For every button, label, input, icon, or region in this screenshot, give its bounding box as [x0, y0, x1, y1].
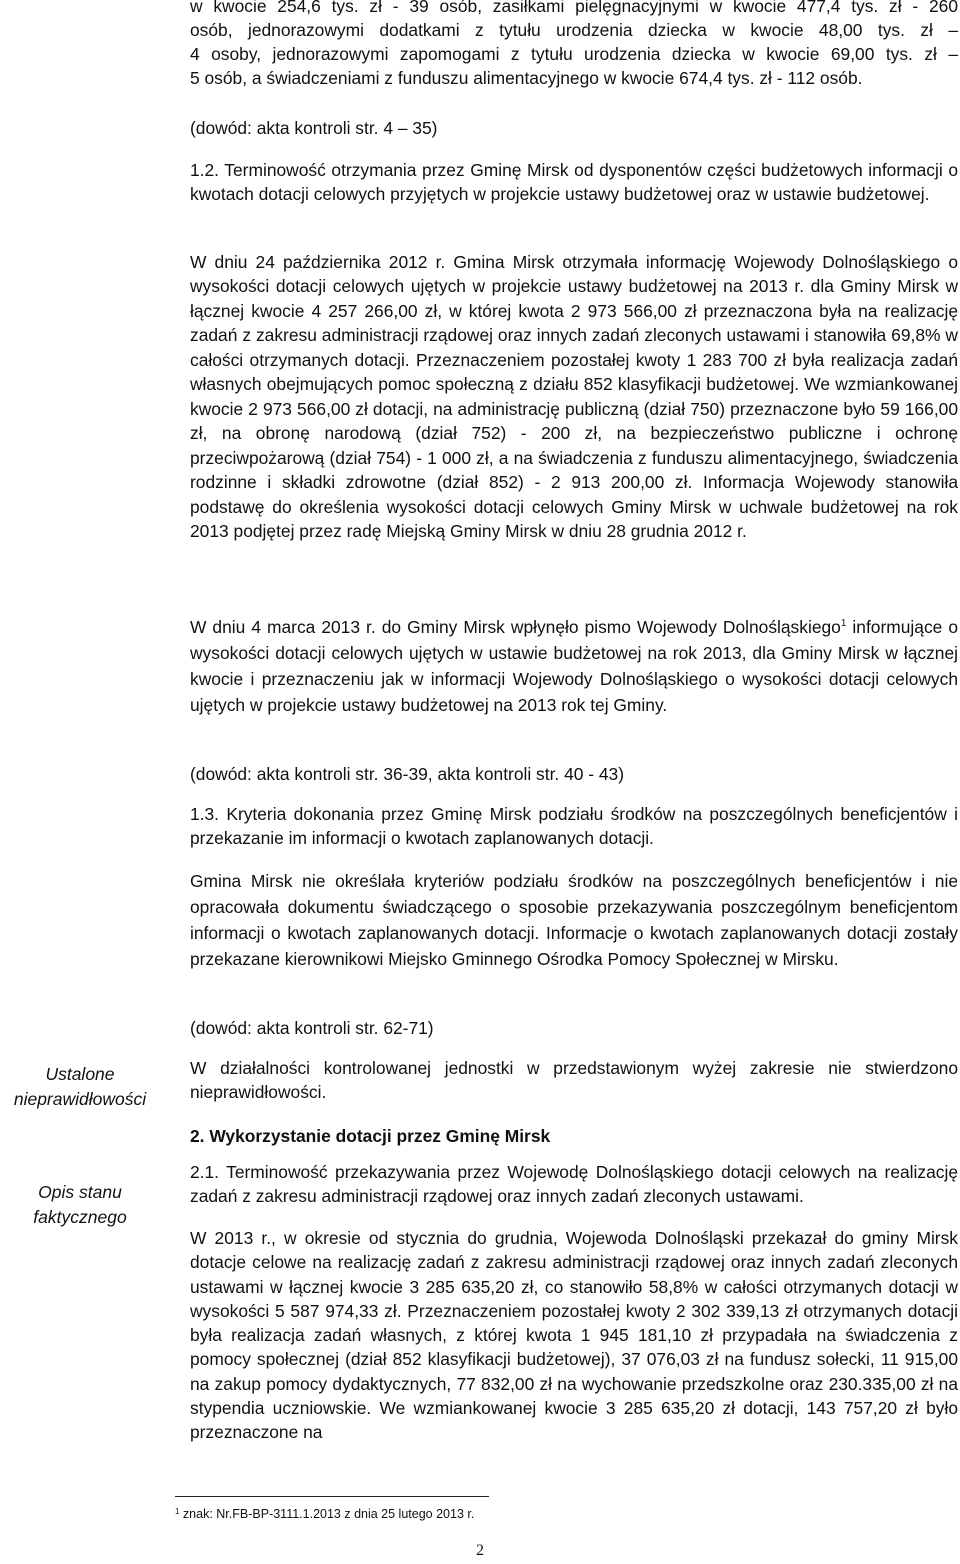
- paragraph: Gmina Mirsk nie określała kryteriów podziału środków na poszczególnych beneficjentów i nie opracowała dokumentu świadczącego o sposobie przekazywania poszczególnym beneficjentom informacji o kwotach zaplanowanych dotacji. Informacje o kwotach zaplanowanych dotacji zostały przekazane kierownikowi Miejsko Gminnego Ośrodka Pomocy Społecznej w Mirsku.: [190, 871, 958, 969]
- evidence-3: [190, 1016, 958, 1040]
- top-continuation: [190, 0, 958, 90]
- paragraph-part: W dniu 4 marca 2013 r. do Gminy Mirsk wpłynęło pismo Wojewody Dolnośląskiego: [190, 617, 841, 637]
- evidence-text: (dowód: akta kontroli str. 4 – 35): [190, 118, 438, 138]
- section-heading: 2.1. Terminowość przekazywania przez Wojewodę Dolnośląskiego dotacji celowych na realizację zadań z zakresu administracji rządowej oraz innych zadań zleconych ustawami.: [190, 1162, 958, 1206]
- section-1-3-paragraph-1: [190, 868, 958, 972]
- chapter-title: 2. Wykorzystanie dotacji przez Gminę Mirsk: [190, 1126, 551, 1146]
- paragraph-part: informujące o wysokości dotacji celowych ujętych w ustawie budżetowej na rok 2013, dla Gminy Mirsk w łącznej kwocie i przeznaczeniu jak w informacji Wojewody Dolnośląskiego o wysokości dotacji celowych ujętych w projekcie ustawy budżetowej na 2013 rok tej Gminy.: [190, 617, 958, 715]
- section-2-1-paragraph-1: [190, 1226, 958, 1445]
- paragraph: W dniu 24 października 2012 r. Gmina Mirsk otrzymała informację Wojewody Dolnośląskiego o wysokości dotacji celowych ujętych w projekcie ustawy budżetowej na 2013 r. dla Gminy Mirsk w łącznej kwocie 4 257 266,00 zł, w której kwota 2 973 566,00 zł przeznaczona była na realizację zadań z zakresu administracji rządowej oraz innych zadań zleconych ustawami i stanowiła 69,8% w całości otrzymanych dotacji. Przeznaczeniem pozostałej kwoty 1 283 700 zł była realizacja zadań własnych obejmujących pomoc społeczną z działu 852 klasyfikacji budżetowej. We wzmiankowanej kwocie 2 973 566,00 zł dotacji, na administrację publiczną (dział 750) przeznaczone było 59 166,00 zł, na obronę narodową (dział 752) - 200 zł, na bezpieczeństwo publiczne i ochronę przeciwpożarową (dział 754) - 1 000 zł, a na świadczenia z funduszu alimentacyjnego, świadczenia rodzinne i składki zdrowotne (dział 852) - 2 913 200,00 zł. Informacja Wojewody stanowiła podstawę do określenia wysokości dotacji celowych Gminy Mirsk w uchwale budżetowej na rok 2013 podjętej przez radę Miejską Gminy Mirsk w dniu 28 grudnia 2012 r.: [190, 252, 958, 541]
- footnote-number: 1: [175, 1507, 180, 1516]
- page-number: 2: [476, 1542, 484, 1559]
- paragraph: W działalności kontrolowanej jednostki w przedstawionym wyżej zakresie nie stwierdzono nieprawidłowości.: [190, 1058, 958, 1102]
- footnote-separator: [175, 1496, 489, 1497]
- section-2-title: [190, 1124, 958, 1148]
- footnote-reference: 1: [840, 618, 847, 629]
- side-label-line: Opis stanu: [38, 1182, 122, 1202]
- findings-side-label: [0, 1062, 160, 1112]
- side-label-line: faktycznego: [33, 1207, 127, 1227]
- section-heading: 1.2. Terminowość otrzymania przez Gminę Mirsk od dysponentów części budżetowych informacji o kwotach dotacji celowych przyjętych w projekcie ustawy budżetowej oraz w ustawie budżetowej.: [190, 160, 958, 204]
- footnote: [175, 1504, 474, 1522]
- findings-paragraph: [190, 1056, 958, 1104]
- paragraph: W 2013 r., w okresie od stycznia do grudnia, Wojewoda Dolnośląski przekazał do gminy Mirsk dotacje celowe na realizację zadań z zakresu administracji rządowej oraz innych zadań zleconych ustawami w łącznej kwocie 3 285 635,20 zł, co stanowiło 58,8% w całości otrzymanych dotacji w wysokości 5 587 974,33 zł. Przeznaczeniem pozostałej kwoty 2 302 339,13 zł otrzymanych dotacji była realizacja zadań własnych, z której kwota 1 945 181,10 zł przypadała na świadczenia z pomocy społecznej (dział 852 klasyfikacji budżetowej), 37 076,03 zł na fundusz sołecki, 11 915,00 na zakup pomocy dydaktycznych, 77 832,00 zł na wychowanie przedszkolne oraz 230.335,00 zł na stypendia uczniowskie. We wzmiankowanej kwocie 3 285 635,20 zł dotacji, 143 757,20 zł było przeznaczone na: [190, 1228, 958, 1443]
- evidence-text: (dowód: akta kontroli str. 36-39, akta kontroli str. 40 - 43): [190, 764, 625, 784]
- side-label-line: Ustalone: [45, 1064, 115, 1084]
- section-1-2-paragraph-2: [190, 614, 958, 718]
- top-line-2: osób, jednorazowymi dodatkami z tytułu urodzenia dziecka w kwocie 48,00 tys. zł –: [190, 20, 958, 40]
- side-label-line: nieprawidłowości: [13, 1089, 147, 1109]
- section-heading: 1.3. Kryteria dokonania przez Gminę Mirsk podziału środków na poszczególnych beneficjentów i przekazanie im informacji o kwotach zaplanowanych dotacji.: [190, 804, 958, 848]
- section-1-2-paragraph-1: [190, 250, 958, 543]
- evidence-1: [190, 116, 958, 140]
- paragraph: [190, 614, 958, 718]
- top-line-4: 5 osób, a świadczeniami z funduszu alimentacyjnego w kwocie 674,4 tys. zł - 112 osób.: [190, 68, 863, 88]
- evidence-2: [190, 762, 958, 786]
- section-2-1-heading: [190, 1160, 958, 1208]
- top-line-1: w kwocie 254,6 tys. zł - 39 osób, zasiłkami pielęgnacyjnymi w kwocie 477,4 tys. zł - 260: [190, 0, 958, 16]
- facts-side-label: [0, 1180, 160, 1230]
- footnote-text: znak: Nr.FB-BP-3111.1.2013 z dnia 25 lutego 2013 r.: [179, 1507, 475, 1521]
- section-1-3-heading: [190, 802, 958, 850]
- top-line-3: 4 osoby, jednorazowymi zapomogami z tytułu urodzenia dziecka w kwocie 69,00 tys. zł –: [190, 44, 958, 64]
- evidence-text: (dowód: akta kontroli str. 62-71): [190, 1018, 434, 1038]
- section-1-2-heading: [190, 158, 958, 206]
